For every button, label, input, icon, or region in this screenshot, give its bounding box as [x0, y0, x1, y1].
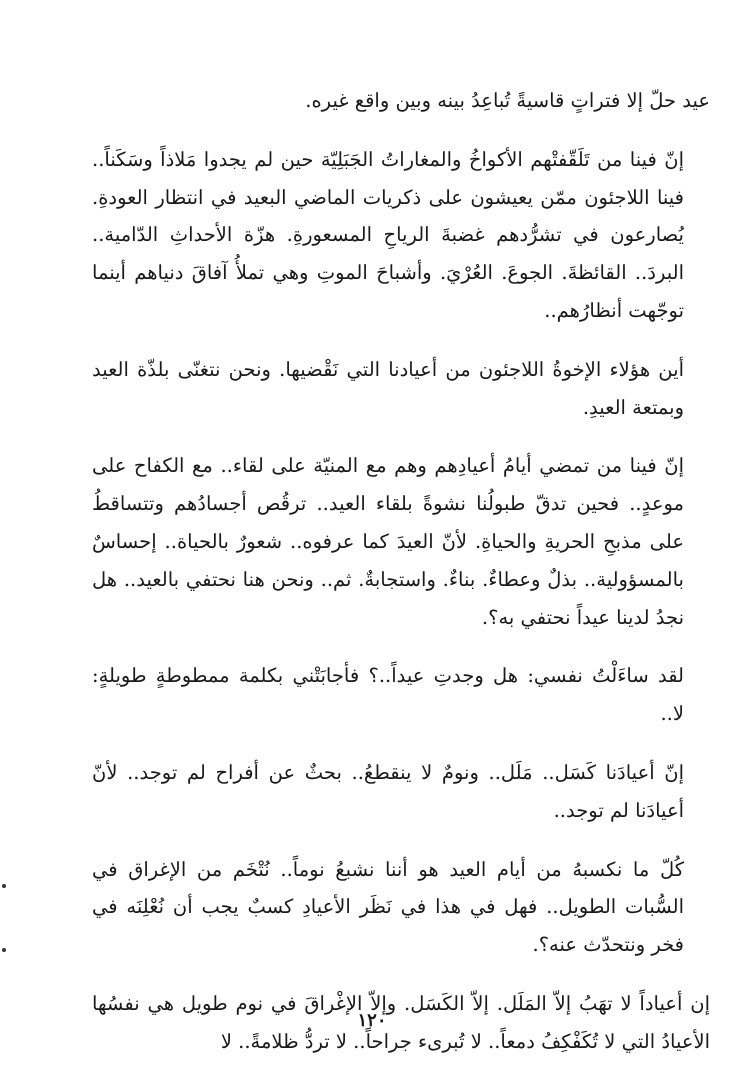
paragraph-2: إنّ فينا من تَلَقّفتْهم الأكواخُ والمغاراتُ الجَبَلِيّة حين لم يجدوا مَلاذاً وسَكَناً.. فينا اللاجئون ممّن يعيشون على ذكريات الماضي البعيد في انتظار العودةِ. يُصارعون في تشرُّدهم غضبةَ الرياحِ المسعورةِ. هزّة الأحداثِ الدّامية.. البردَ.. القائظةَ. الجوعَ. العُرْيَ. وأشباحَ الموتِ وهي تملأُ آفاقَ دنياهم أينما توجّهت أنظارُهم.. — [92, 147, 684, 322]
margin-mark — [2, 948, 6, 952]
page-number: ١٢٠ — [357, 1010, 387, 1031]
margin-mark — [2, 884, 6, 888]
paragraph-1: عيد حلّ إلا فتراتٍ قاسيةً تُباعِدُ بينه وبين واقع غيره. — [305, 89, 710, 112]
paragraph-3: أين هؤلاء الإخوةُ اللاجئون من أعيادنا التي نَقْضيها. ونحن نتغنّى بلذّة العيد وبمتعة العيدِ. — [92, 357, 684, 419]
page-body-text — [92, 82, 710, 1082]
paragraph-8: إن أعياداً لا تهَبُ إلاّ المَلَل. إلاّ الكَسَل. وإلاّ الإغْراقَ في نوم طويل هي نفسُها الأعيادُ التي لا تُكَفْكِفُ دمعاً.. لا تُبرىء جراحاً.. لا تردُّ ظلامةً.. لا — [92, 991, 710, 1053]
paragraph-6: إنّ أعيادَنا كَسَل.. مَلَل.. ونومٌ لا ينقطعُ.. بحثٌ عن أفراح لم توجد.. لأنّ أعيادَنا لم توجد.. — [92, 760, 684, 822]
paragraph-4: إنّ فينا من تمضي أيامُ أعيادِهم وهم مع المنيّة على لقاء.. مع الكفاح على موعدٍ.. فحين تدقّ طبولُنا نشوةً بلقاء العيد.. ترقُص أجسادُهم وتتساقطُ على مذبحِ الحريةِ والحياةِ. لأنّ العيدَ كما عرفوه.. شعورٌ بالحياة.. إحساسٌ بالمسؤولية.. بذلٌ وعطاءٌ. بناءٌ. واستجابةٌ. ثم.. ونحن هنا نحتفي بالعيد.. هل نجدُ لدينا عيداً نحتفي به؟. — [92, 454, 684, 629]
paragraph-7: كُلّ ما نكسبهُ من أيام العيد هو أننا نشبعُ نوماً.. نُتْخَم من الإغراق في السُّبات الطويل.. فهل في هذا في نَظَر الأعيادِ كسبٌ يجب أن نُعْلِنَه في فخر ونتحدّث عنه؟. — [92, 857, 684, 957]
paragraph-5: لقد ساءَلْتُ نفسي: هل وجدتِ عيداً..؟ فأجابَتْني بكلمة ممطوطةٍ طويلةٍ: لا.. — [92, 664, 684, 726]
